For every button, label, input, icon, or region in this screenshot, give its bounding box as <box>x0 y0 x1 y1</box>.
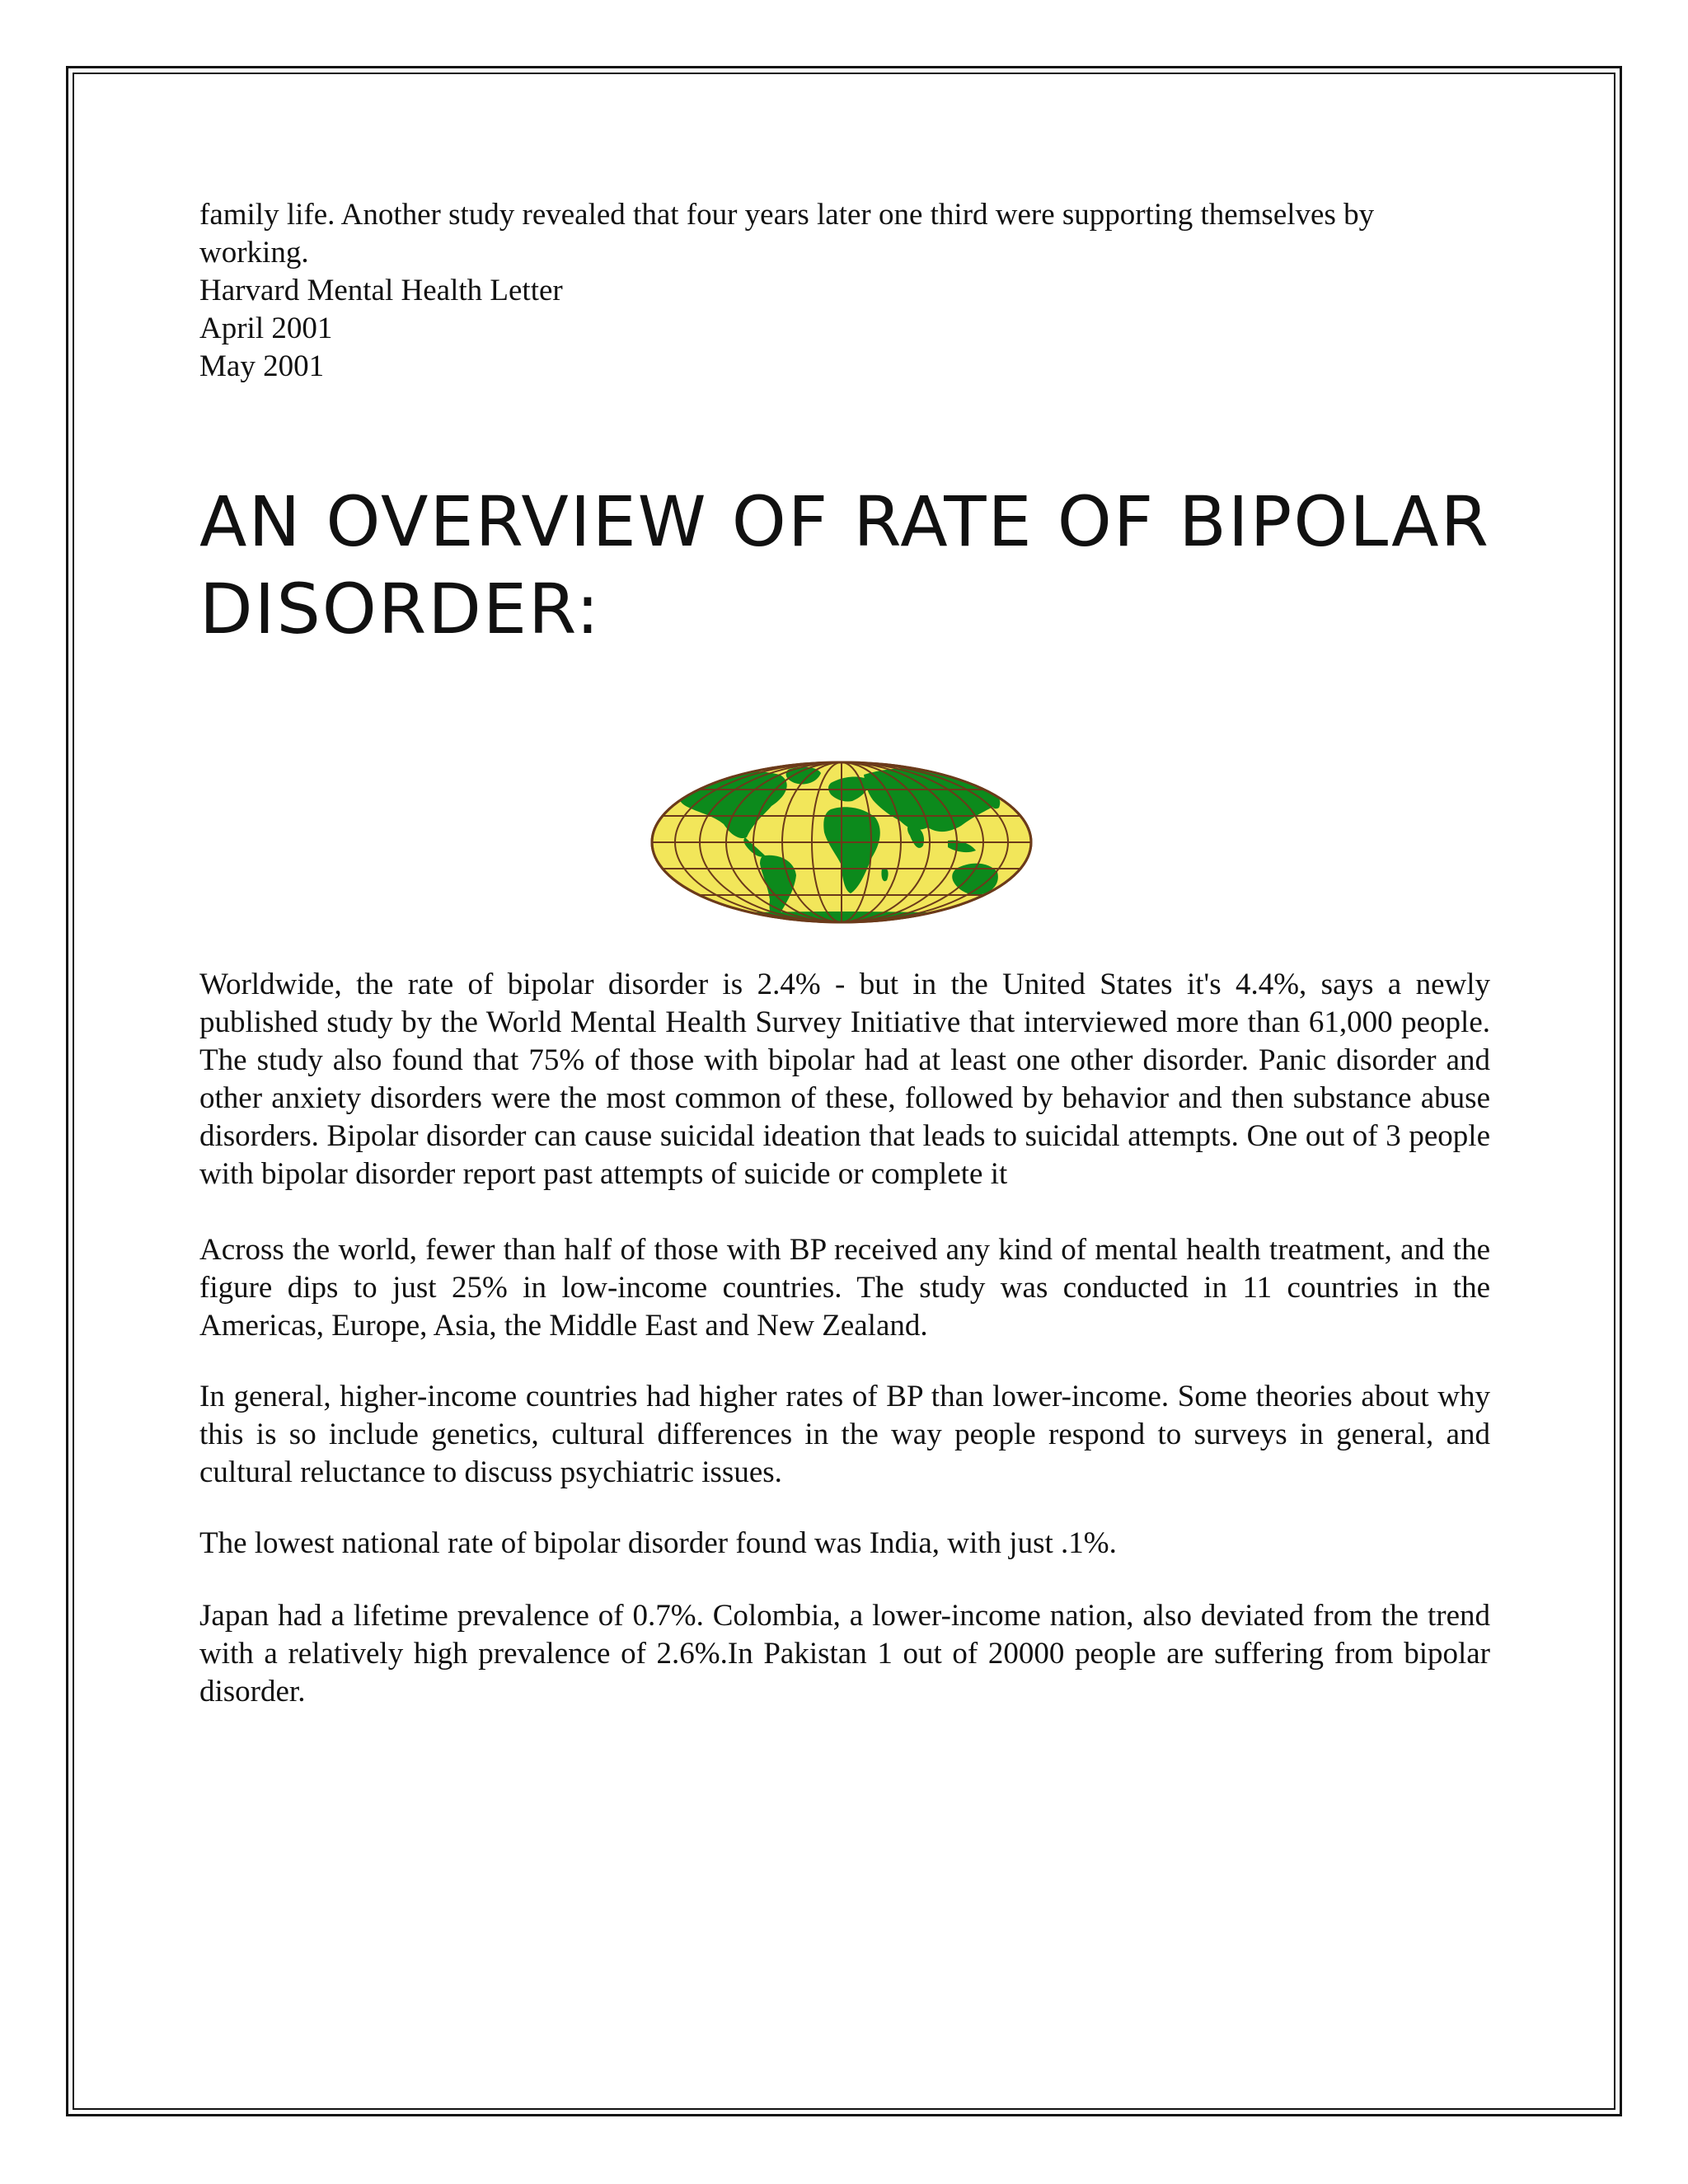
source-name: Harvard Mental Health Letter <box>199 274 563 307</box>
source-date-april: April 2001 <box>199 312 333 345</box>
paragraph-income: In general, higher-income countries had higher rates of BP than lower-income. Some theories about why this is so include genetics, cultural differences in the way people respond to surveys in general, and cultural reluctance to discuss psychiatric issues. <box>199 1380 1490 1489</box>
section-heading: AN OVERVIEW OF RATE OF BIPOLAR DISORDER: <box>199 481 1490 649</box>
globe-illustration <box>199 758 1490 926</box>
page-content <box>199 196 1490 1711</box>
paragraph-india: The lowest national rate of bipolar disorder found was India, with just .1%. <box>199 1526 1117 1560</box>
paragraph-japan-colombia-pakistan: Japan had a lifetime prevalence of 0.7%. Colombia, a lower-income nation, also deviated from the trend with a relatively high prevalence of 2.6%.In Pakistan 1 out of 20000 people are suffering from bipolar disorder. <box>199 1599 1490 1708</box>
intro-text: family life. Another study revealed that four years later one third were supporting themselves by working. <box>199 198 1375 269</box>
paragraph-treatment: Across the world, fewer than half of those with BP received any kind of mental health treatment, and the figure dips to just 25% in low-income countries. The study was conducted in 11 countries in the Americas, Europe, Asia, the Middle East and New Zealand. <box>199 1233 1490 1343</box>
intro-block <box>199 196 1490 386</box>
paragraph-worldwide-rate: Worldwide, the rate of bipolar disorder is 2.4% - but in the United States it's 4.4%, says a newly published study by the World Mental Health Survey Initiative that interviewed more than 61,000 people. The study also found that 75% of those with bipolar had at least one other disorder. Panic disorder and other anxiety disorders were the most common of these, followed by behavior and then substance abuse disorders. Bipolar disorder can cause suicidal ideation that leads to suicidal attempts. One out of 3 people with bipolar disorder report past attempts of suicide or complete it <box>199 968 1490 1191</box>
world-map-globe-icon <box>648 758 1035 926</box>
source-date-may: May 2001 <box>199 349 325 383</box>
